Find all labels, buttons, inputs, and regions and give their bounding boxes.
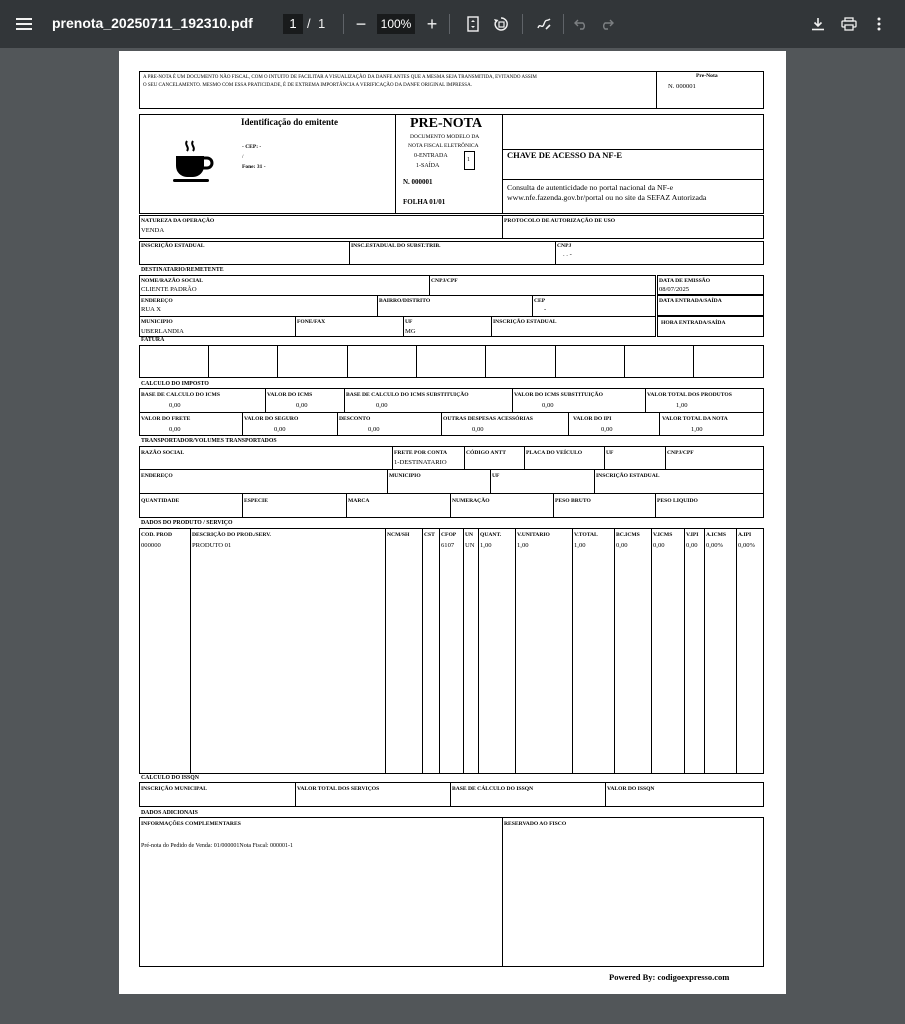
emitente-title: Identificação do emitente: [241, 117, 338, 127]
frete-label: FRETE POR CONTA: [394, 450, 448, 456]
rotate-icon[interactable]: [489, 12, 513, 36]
fatura-section: FATURA: [141, 337, 165, 343]
frete-value: 1-DESTINATARIO: [394, 459, 447, 466]
t-municipio-label: MUNICIPIO: [389, 473, 421, 479]
natureza-label: NATUREZA DA OPERAÇÃO: [141, 218, 215, 224]
consulta-line1: Consulta de autenticidade no portal nacional da NF-e: [507, 183, 674, 192]
issqn-section: CALCULO DO ISSQN: [141, 775, 199, 781]
page-number-input[interactable]: 1: [283, 14, 303, 34]
v-total-serv-label: VALOR TOTAL DOS SERVIÇOS: [297, 786, 380, 792]
toolbar-divider: [563, 14, 564, 34]
info-label: INFORMAÇÕES COMPLEMENTARES: [141, 821, 241, 827]
print-icon[interactable]: [837, 12, 861, 36]
t-cnpj-label: CNPJ/CPF: [667, 450, 694, 456]
ie-subst-label: INSC.ESTADUAL DO SUBST.TRIB.: [351, 243, 441, 249]
col-header: V.UNITARIO: [517, 532, 550, 538]
adicionais-box: [139, 817, 764, 967]
v-total-nota-value: 1,00: [691, 426, 703, 433]
col-header: V.TOTAL: [574, 532, 598, 538]
disclaimer-line2: O SEU CANCELAMENTO. MESMO COM ESSA PRATICIDADE, É DE EXTREMA IMPORTÂNCIA A VERIFICAÇÃO DA DANFE ORIGINAL IMPRESSA.: [143, 83, 472, 88]
cnpjcpf-label: CNPJ/CPF: [431, 278, 458, 284]
pen-icon[interactable]: [532, 12, 556, 36]
table-cell: 0,00%: [738, 542, 756, 549]
col-header: CFOP: [441, 532, 457, 538]
fatura-box: [139, 345, 764, 378]
v-icms-value: 0,00: [296, 402, 308, 409]
saida-label: 1-SAÍDA: [416, 163, 440, 169]
pdf-toolbar: [0, 0, 905, 48]
outras-label: OUTRAS DESPESAS ACESSÓRIAS: [443, 416, 533, 422]
desconto-label: DESCONTO: [339, 416, 371, 422]
v-icms-label: VALOR DO ICMS: [267, 392, 313, 398]
col-header: COD. PROD: [141, 532, 173, 538]
t-uf2-label: UF: [492, 473, 500, 479]
doc-folha: FOLHA 01/01: [403, 198, 446, 206]
entrada-label: 0-ENTRADA: [414, 153, 448, 159]
cep-label: CEP: [534, 298, 546, 304]
marca-label: MARCA: [348, 498, 370, 504]
zoom-in-button[interactable]: +: [426, 13, 438, 34]
peso-liq-label: PESO LIQUIDO: [657, 498, 698, 504]
adicionais-section: DADOS ADICIONAIS: [141, 810, 198, 816]
table-cell: 0,00%: [706, 542, 724, 549]
placa-label: PLACA DO VEÍCULO: [526, 450, 583, 456]
ie-row: [139, 241, 764, 265]
table-cell: 000000: [141, 542, 161, 549]
doc-numero: N. 000001: [403, 178, 433, 186]
nome-label: NOME/RAZÃO SOCIAL: [141, 278, 204, 284]
toolbar-divider: [343, 14, 344, 34]
powered-by: Powered By: codigoexpresso.com: [609, 972, 730, 982]
data-emissao-value: 08/07/2025: [659, 286, 690, 293]
download-icon[interactable]: [806, 12, 830, 36]
destinatario-section: DESTINATARIO/REMETENTE: [141, 267, 224, 273]
destinatario-box: [139, 275, 656, 337]
table-cell: 1,00: [574, 542, 586, 549]
v-icms-st-value: 0,00: [542, 402, 554, 409]
v-frete-value: 0,00: [169, 426, 181, 433]
ie-label: INSCRIÇÃO ESTADUAL: [141, 243, 205, 249]
bc-issqn-label: BASE DE CÁLCULO DO ISSQN: [452, 786, 534, 792]
produtos-table: [139, 528, 764, 774]
more-vertical-icon[interactable]: [867, 12, 891, 36]
natureza-value: VENDA: [141, 227, 165, 234]
col-header: BC.ICMS: [616, 532, 640, 538]
razao-label: RAZÃO SOCIAL: [141, 450, 185, 456]
t-endereco-label: ENDEREÇO: [141, 473, 173, 479]
toolbar-divider: [522, 14, 523, 34]
table-cell: 1,00: [480, 542, 492, 549]
insc-municipal-label: INSCRIÇÃO MUNICIPAL: [141, 786, 207, 792]
file-name: prenota_20250711_192310.pdf: [52, 15, 253, 31]
table-cell: 1,00: [517, 542, 529, 549]
zoom-level-input[interactable]: 100%: [377, 14, 415, 34]
numeracao-label: NUMERAÇÃO: [452, 498, 490, 504]
municipio-value: UBERLANDIA: [141, 328, 184, 335]
nome-value: CLIENTE PADRÃO: [141, 286, 197, 293]
disclaimer-line1: A PRE-NOTA É UM DOCUMENTO NÃO FISCAL, COM O INTUITO DE FACILITAR A VISUALIZAÇÃO DA DANFE ANTES QUE A MESMA SEJA TRANSMITIDA, EVITANDO ASSIM: [143, 75, 537, 80]
endereco-value: RUA X: [141, 306, 161, 313]
cnpj-value: . . -: [563, 251, 572, 258]
uf-label: UF: [405, 319, 413, 325]
col-header: V.ICMS: [653, 532, 673, 538]
v-seguro-value: 0,00: [274, 426, 286, 433]
transportador-section: TRANSPORTADOR/VOLUMES TRANSPORTADOS: [141, 438, 277, 444]
calculo-section: CALCULO DO IMPOSTO: [141, 381, 209, 387]
col-header: UN: [465, 532, 474, 538]
table-cell: 6107: [441, 542, 455, 549]
outras-value: 0,00: [472, 426, 484, 433]
bc-icms-value: 0,00: [169, 402, 181, 409]
redo-icon[interactable]: [595, 12, 619, 36]
natureza-row: [139, 215, 764, 239]
bc-icms-label: BASE DE CALCULO DO ICMS: [141, 392, 220, 398]
emitente-cep: - CEP: -: [242, 144, 262, 150]
hamburger-menu-icon[interactable]: [12, 12, 36, 36]
v-icms-st-label: VALOR DO ICMS SUBSTITUIÇÃO: [514, 392, 603, 398]
col-header: V.IPI: [686, 532, 699, 538]
total-pages: 1: [318, 16, 326, 31]
v-issqn-label: VALOR DO ISSQN: [607, 786, 655, 792]
cnpj-label: CNPJ: [557, 243, 572, 249]
modelo-line1: DOCUMENTO MODELO DA: [410, 134, 480, 140]
coffee-icon: [172, 139, 214, 185]
protocolo-label: PROTOCOLO DE AUTORIZAÇÃO DE USO: [504, 218, 616, 224]
prenota-number: N. 000001: [668, 83, 696, 90]
data-entrada-label: DATA ENTRADA/SAÍDA: [659, 298, 722, 304]
v-ipi-value: 0,00: [601, 426, 613, 433]
cep-value: -: [544, 306, 547, 313]
fonefax-label: FONE/FAX: [297, 319, 326, 325]
endereco-label: ENDEREÇO: [141, 298, 173, 304]
table-cell: 0,00: [653, 542, 665, 549]
col-header: NCM/SH: [387, 532, 410, 538]
fit-page-icon[interactable]: [461, 12, 485, 36]
table-cell: PRODUTO 01: [192, 542, 232, 549]
v-seguro-label: VALOR DO SEGURO: [244, 416, 299, 422]
col-header: QUANT.: [480, 532, 502, 538]
emitente-slash: /: [242, 154, 244, 160]
chave-title: CHAVE DE ACESSO DA NF-E: [507, 150, 623, 160]
page-separator: /: [307, 16, 311, 31]
doc-title: PRE-NOTA: [410, 116, 483, 131]
col-header: A.IPI: [738, 532, 752, 538]
bairro-label: BAIRRO/DISTRITO: [379, 298, 431, 304]
tipo-value: 1: [467, 157, 470, 163]
fisco-label: RESERVADO AO FISCO: [504, 821, 567, 827]
prenota-label: Pre-Nota: [696, 73, 718, 79]
emitente-fone: Fone: 31 -: [242, 164, 266, 170]
bc-icms-st-value: 0,00: [376, 402, 388, 409]
zoom-out-button[interactable]: −: [355, 13, 367, 34]
table-cell: UN: [465, 542, 475, 549]
qtd-label: QUANTIDADE: [141, 498, 180, 504]
peso-bruto-label: PESO BRUTO: [555, 498, 591, 504]
antt-label: CÓDIGO ANTT: [466, 450, 506, 456]
especie-label: ESPECIE: [244, 498, 268, 504]
v-total-nota-label: VALOR TOTAL DA NOTA: [662, 416, 728, 422]
col-header: A.ICMS: [706, 532, 727, 538]
ie2-label: INSCRIÇÃO ESTADUAL: [493, 319, 557, 325]
col-header: CST: [424, 532, 435, 538]
v-total-prod-value: 1,00: [676, 402, 688, 409]
t-ie-label: INSCRIÇÃO ESTADUAL: [596, 473, 660, 479]
desconto-value: 0,00: [368, 426, 380, 433]
bc-icms-st-label: BASE DE CALCULO DO ICMS SUBSTITUIÇÃO: [346, 392, 469, 398]
pdf-page: [119, 51, 786, 994]
produtos-section: DADOS DO PRODUTO / SERVIÇO: [141, 520, 233, 526]
v-ipi-label: VALOR DO IPI: [573, 416, 612, 422]
v-frete-label: VALOR DO FRETE: [141, 416, 191, 422]
v-total-prod-label: VALOR TOTAL DOS PRODUTOS: [647, 392, 732, 398]
col-header: DESCRIÇÃO DO PROD./SERV.: [192, 532, 271, 538]
modelo-line2: NOTA FISCAL ELETRÔNICA: [408, 143, 479, 149]
transportador-box: [139, 446, 764, 518]
table-cell: 0,00: [686, 542, 698, 549]
undo-icon[interactable]: [569, 12, 593, 36]
t-uf-label: UF: [606, 450, 614, 456]
municipio-label: MUNICIPIO: [141, 319, 173, 325]
table-cell: 0,00: [616, 542, 628, 549]
consulta-line2: www.nfe.fazenda.gov.br/portal ou no site da SEFAZ Autorizada: [507, 193, 707, 202]
hora-label: HORA ENTRADA/SAÍDA: [661, 320, 726, 326]
info-value: Pré-nota do Pedido de Venda: 01/000001Nota Fiscal: 000001-1: [141, 843, 294, 849]
data-emissao-label: DATA DE EMISSÃO: [659, 278, 711, 284]
uf-value: MG: [405, 328, 416, 335]
toolbar-divider: [449, 14, 450, 34]
